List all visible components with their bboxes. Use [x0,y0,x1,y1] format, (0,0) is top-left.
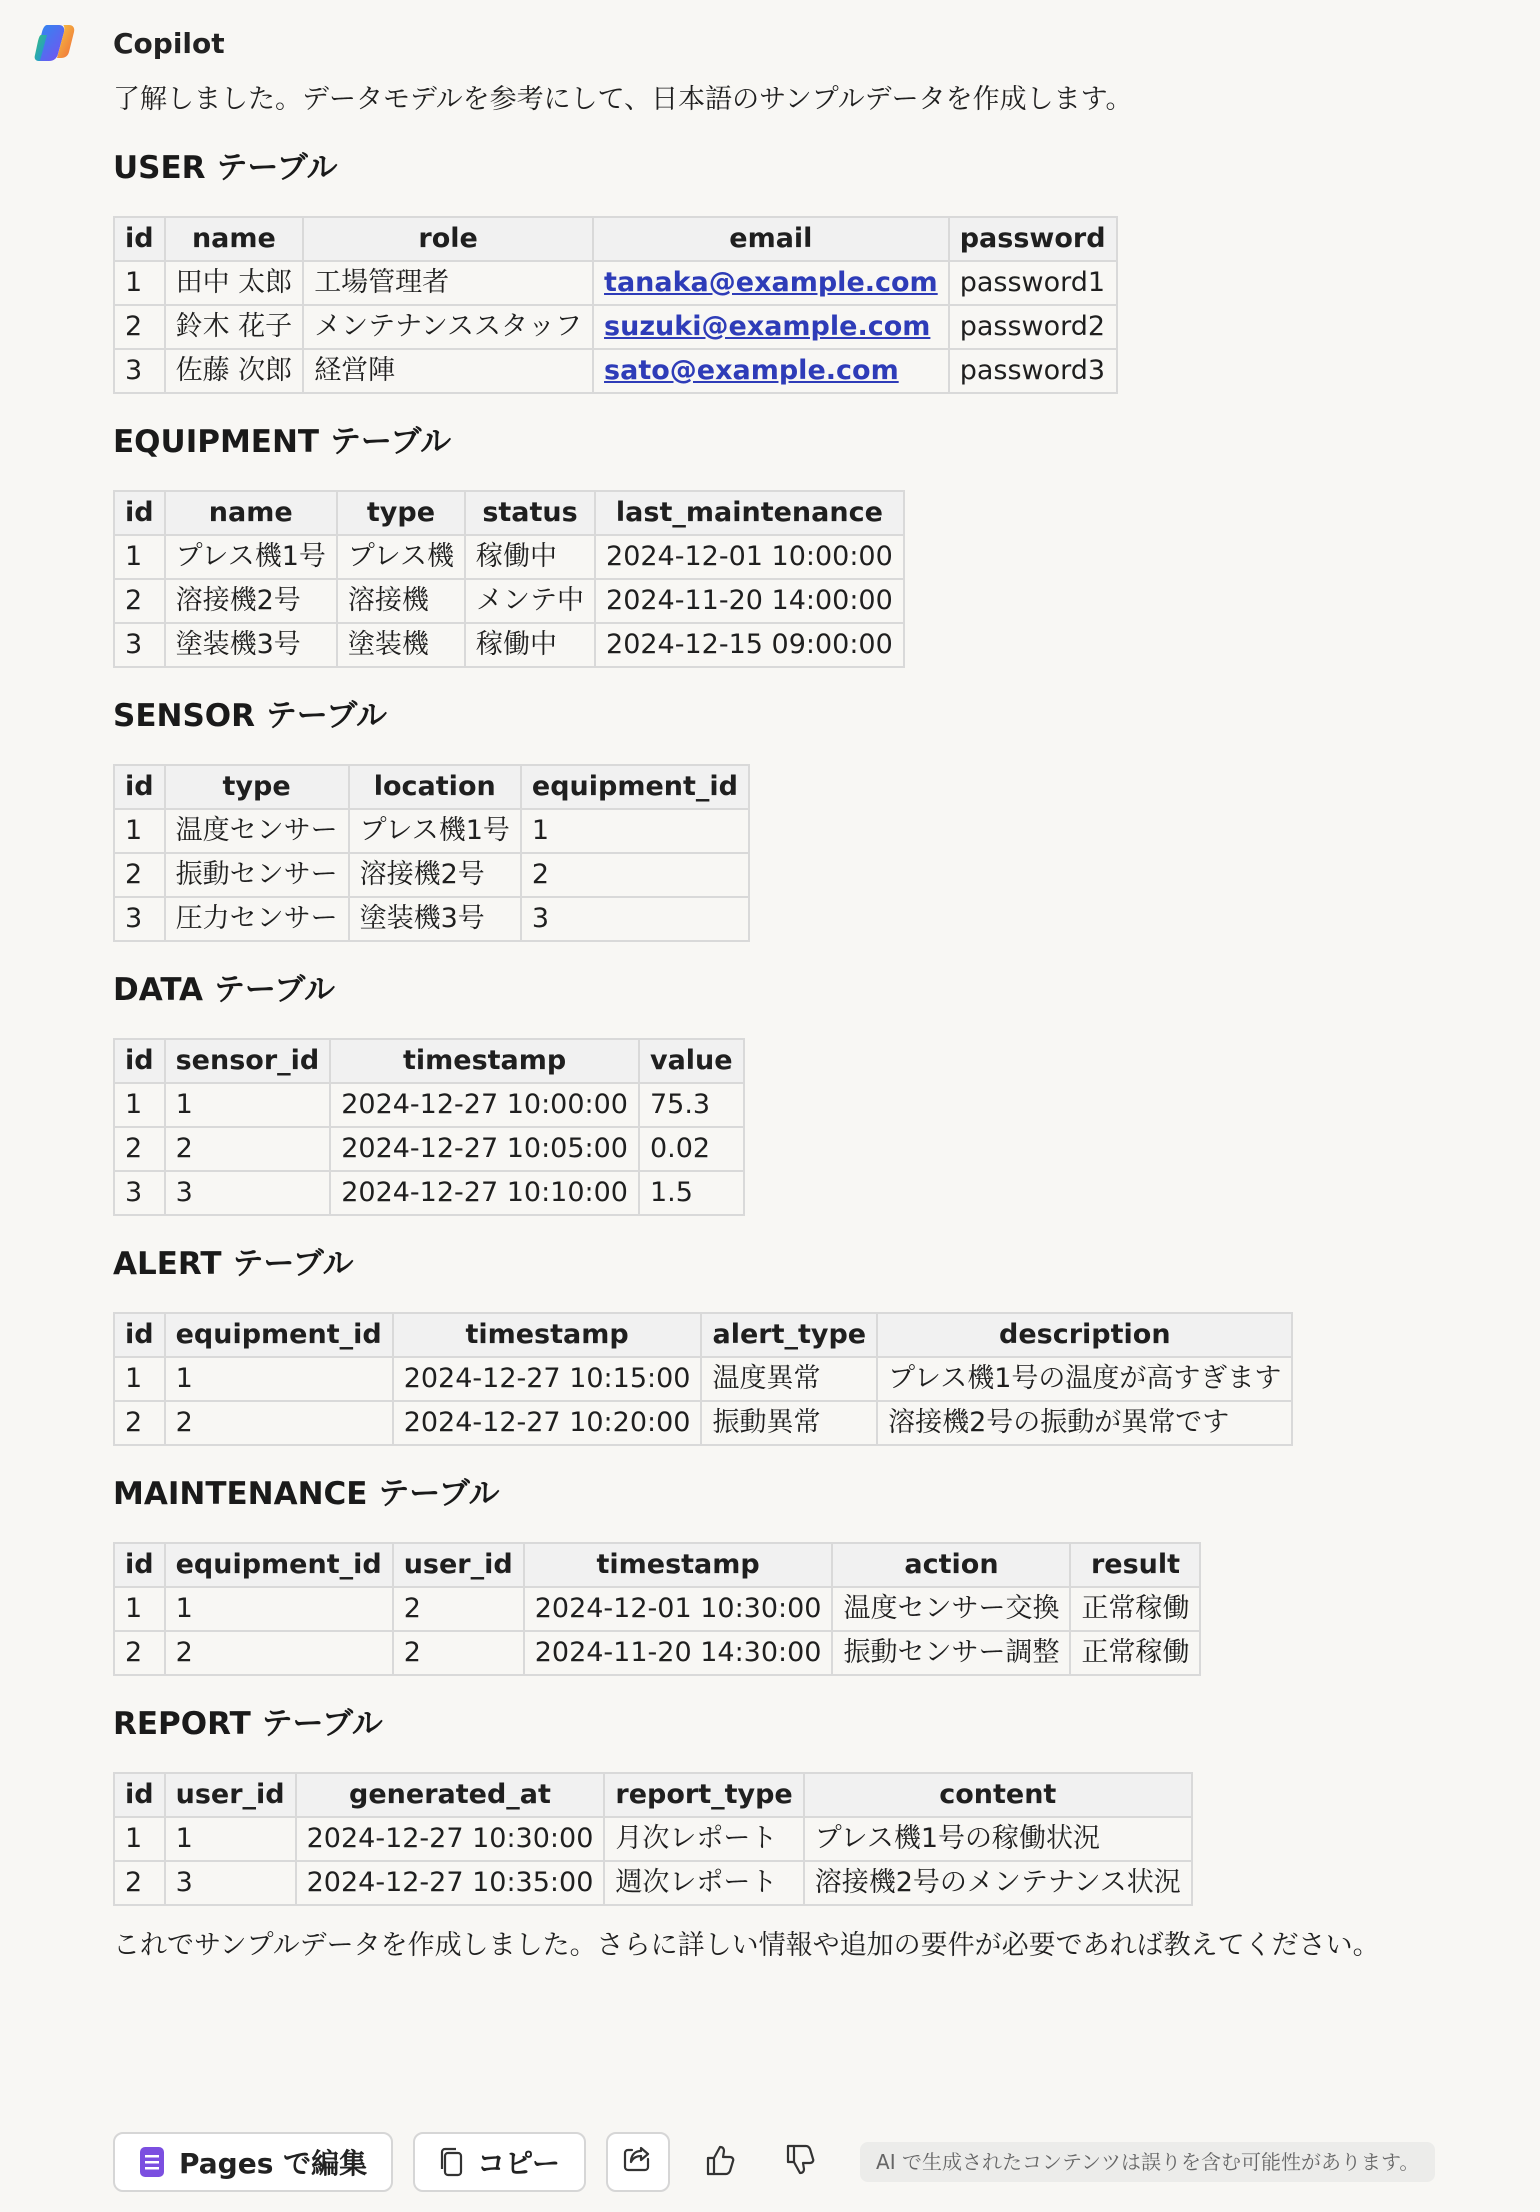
column-header: password [949,217,1117,261]
table-cell: 2 [114,1861,165,1905]
section-title: ALERT テーブル [113,1246,354,1282]
data-table [113,216,1118,394]
table-cell: 塗装機 [337,623,465,667]
table-row [114,1587,1200,1631]
message-toolbar [113,2132,1435,2192]
table-cell: 月次レポート [604,1817,803,1861]
table-cell: 1 [114,535,165,579]
table-cell: 振動センサー [165,853,349,897]
table-cell: 振動センサー調整 [832,1631,1070,1675]
table-header-row [114,1313,1292,1357]
table-row [114,1401,1292,1445]
table-cell: 温度異常 [701,1357,877,1401]
copilot-logo-icon [33,21,77,65]
table-cell: 正常稼働 [1070,1631,1200,1675]
table-header-row [114,1039,744,1083]
table-cell: 1 [165,1083,331,1127]
column-header: id [114,1543,165,1587]
intro-text: 了解しました。データモデルを参考にして、日本語のサンプルデータを作成します。 [113,84,1133,115]
table-cell: 2024-11-20 14:30:00 [524,1631,833,1675]
table-cell: 2024-12-15 09:00:00 [595,623,904,667]
table-row [114,897,749,941]
table-cell: 1 [165,1817,296,1861]
email-link[interactable]: tanaka@example.com [604,267,938,298]
column-header: name [165,217,304,261]
table-row [114,1127,744,1171]
table-cell: 0.02 [639,1127,744,1171]
column-header: id [114,1313,165,1357]
table-cell: 圧力センサー [165,897,349,941]
table-cell [593,349,949,393]
app-name: Copilot [113,26,225,60]
table-cell: 正常稼働 [1070,1587,1200,1631]
column-header: content [804,1773,1192,1817]
thumbs-up-icon [705,2144,735,2180]
table-cell: プレス機 [337,535,465,579]
table-cell: 溶接機2号 [349,853,521,897]
table-cell: 鈴木 花子 [165,305,304,349]
table-cell: プレス機1号の温度が高すぎます [877,1357,1292,1401]
table-cell: 2 [114,1631,165,1675]
column-header: user_id [393,1543,524,1587]
data-table [113,764,750,942]
table-cell: 2 [165,1127,331,1171]
table-cell: 2024-12-27 10:10:00 [330,1171,639,1215]
table-cell: password2 [949,305,1117,349]
column-header: id [114,491,165,535]
table-cell: 2024-12-27 10:05:00 [330,1127,639,1171]
edit-in-pages-button[interactable] [113,2132,393,2192]
column-header: timestamp [393,1313,702,1357]
table-cell: 1 [114,1587,165,1631]
table-cell: 1 [114,1083,165,1127]
share-icon [623,2145,653,2180]
table-cell: 3 [114,623,165,667]
table-row [114,1083,744,1127]
table-cell: 2024-12-27 10:35:00 [296,1861,605,1905]
thumbs-up-button[interactable] [690,2132,750,2192]
copy-button[interactable] [413,2132,586,2192]
table-cell: 2024-12-01 10:30:00 [524,1587,833,1631]
table-cell: 溶接機2号のメンテナンス状況 [804,1861,1192,1905]
table-cell: 2024-12-27 10:00:00 [330,1083,639,1127]
table-cell: 稼働中 [465,535,595,579]
column-header: timestamp [524,1543,833,1587]
table-row [114,579,904,623]
column-header: equipment_id [165,1313,393,1357]
table-cell: プレス機1号 [349,809,521,853]
sections-container [113,148,1513,1906]
section-title: USER テーブル [113,150,338,186]
table-cell: 2 [165,1631,393,1675]
table-cell: password3 [949,349,1117,393]
table-row [114,1817,1192,1861]
column-header: email [593,217,949,261]
data-table [113,1542,1201,1676]
table-cell: 75.3 [639,1083,744,1127]
column-header: result [1070,1543,1200,1587]
table-cell: 3 [521,897,749,941]
table-cell: 2024-12-27 10:20:00 [393,1401,702,1445]
table-row [114,305,1117,349]
table-row [114,1861,1192,1905]
table-cell: メンテナンススタッフ [303,305,593,349]
column-header: type [337,491,465,535]
column-header: alert_type [701,1313,877,1357]
section-title: DATA テーブル [113,972,336,1008]
table-cell: 田中 太郎 [165,261,304,305]
table-header-row [114,765,749,809]
table-cell: 2 [114,1127,165,1171]
table-cell: 1 [165,1587,393,1631]
table-cell: 1 [165,1357,393,1401]
table-cell: 1 [114,261,165,305]
column-header: action [832,1543,1070,1587]
table-row [114,1171,744,1215]
table-cell: 佐藤 次郎 [165,349,304,393]
data-table [113,1038,745,1216]
table-row [114,853,749,897]
table-cell: 2 [521,853,749,897]
column-header: report_type [604,1773,803,1817]
copy-label: コピー [477,2147,561,2180]
table-cell: 温度センサー交換 [832,1587,1070,1631]
ai-disclaimer: AI で生成されたコンテンツは誤りを含む可能性があります。 [860,2142,1435,2182]
column-header: equipment_id [165,1543,393,1587]
table-row [114,535,904,579]
table-cell: 週次レポート [604,1861,803,1905]
column-header: generated_at [296,1773,605,1817]
table-header-row [114,1773,1192,1817]
column-header: equipment_id [521,765,749,809]
table-row [114,623,904,667]
table-cell: 稼働中 [465,623,595,667]
table-cell: メンテ中 [465,579,595,623]
table-cell: 2 [393,1587,524,1631]
table-cell: 経営陣 [303,349,593,393]
email-link[interactable]: sato@example.com [604,355,899,386]
column-header: id [114,1039,165,1083]
table-cell: 2024-11-20 14:00:00 [595,579,904,623]
data-table [113,1772,1193,1906]
table-cell: 3 [165,1171,331,1215]
section-title: MAINTENANCE テーブル [113,1476,500,1512]
column-header: name [165,491,337,535]
table-cell: 2024-12-27 10:30:00 [296,1817,605,1861]
data-table [113,1312,1293,1446]
column-header: location [349,765,521,809]
column-header: id [114,217,165,261]
table-cell: 工場管理者 [303,261,593,305]
table-cell: 溶接機2号 [165,579,337,623]
share-button[interactable] [606,2132,670,2192]
column-header: description [877,1313,1292,1357]
table-header-row [114,491,904,535]
column-header: sensor_id [165,1039,331,1083]
table-cell: 3 [114,897,165,941]
table-row [114,1631,1200,1675]
table-cell: 2024-12-01 10:00:00 [595,535,904,579]
table-row [114,1357,1292,1401]
table-row [114,809,749,853]
table-cell: 3 [114,1171,165,1215]
email-link[interactable]: suzuki@example.com [604,311,931,342]
table-cell: 溶接機2号の振動が異常です [877,1401,1292,1445]
table-cell: 温度センサー [165,809,349,853]
table-cell: 2 [393,1631,524,1675]
column-header: last_maintenance [595,491,904,535]
column-header: id [114,765,165,809]
table-header-row [114,1543,1200,1587]
outro-text: これでサンプルデータを作成しました。さらに詳しい情報や追加の要件が必要であれば教えてください。 [113,1930,1380,1961]
table-cell: 2024-12-27 10:15:00 [393,1357,702,1401]
table-cell: 1 [521,809,749,853]
table-cell: 1.5 [639,1171,744,1215]
table-cell: 溶接機 [337,579,465,623]
data-table [113,490,905,668]
table-cell: プレス機1号の稼働状況 [804,1817,1192,1861]
table-cell: 2 [114,579,165,623]
table-cell: 振動異常 [701,1401,877,1445]
pages-icon [139,2146,165,2178]
table-cell [593,305,949,349]
table-cell: 塗装機3号 [165,623,337,667]
column-header: timestamp [330,1039,639,1083]
section-title: SENSOR テーブル [113,698,387,734]
table-cell: 2 [114,305,165,349]
section-title: REPORT テーブル [113,1706,383,1742]
table-row [114,261,1117,305]
table-cell: 1 [114,809,165,853]
column-header: id [114,1773,165,1817]
table-cell: 1 [114,1817,165,1861]
table-cell: 塗装機3号 [349,897,521,941]
column-header: value [639,1039,744,1083]
message-content [113,80,1513,1993]
table-cell: 3 [165,1861,296,1905]
copy-icon [439,2147,463,2177]
table-cell: 3 [114,349,165,393]
column-header: type [165,765,349,809]
table-cell: 2 [114,853,165,897]
table-cell: 1 [114,1357,165,1401]
table-cell: password1 [949,261,1117,305]
column-header: role [303,217,593,261]
table-header-row [114,217,1117,261]
thumbs-down-button[interactable] [770,2132,830,2192]
thumbs-down-icon [785,2144,815,2180]
table-cell: 2 [165,1401,393,1445]
column-header: user_id [165,1773,296,1817]
table-cell: プレス機1号 [165,535,337,579]
section-title: EQUIPMENT テーブル [113,424,452,460]
table-cell [593,261,949,305]
table-cell: 2 [114,1401,165,1445]
table-row [114,349,1117,393]
message-header [33,20,225,66]
column-header: status [465,491,595,535]
edit-in-pages-label: Pages で編集 [179,2147,368,2180]
